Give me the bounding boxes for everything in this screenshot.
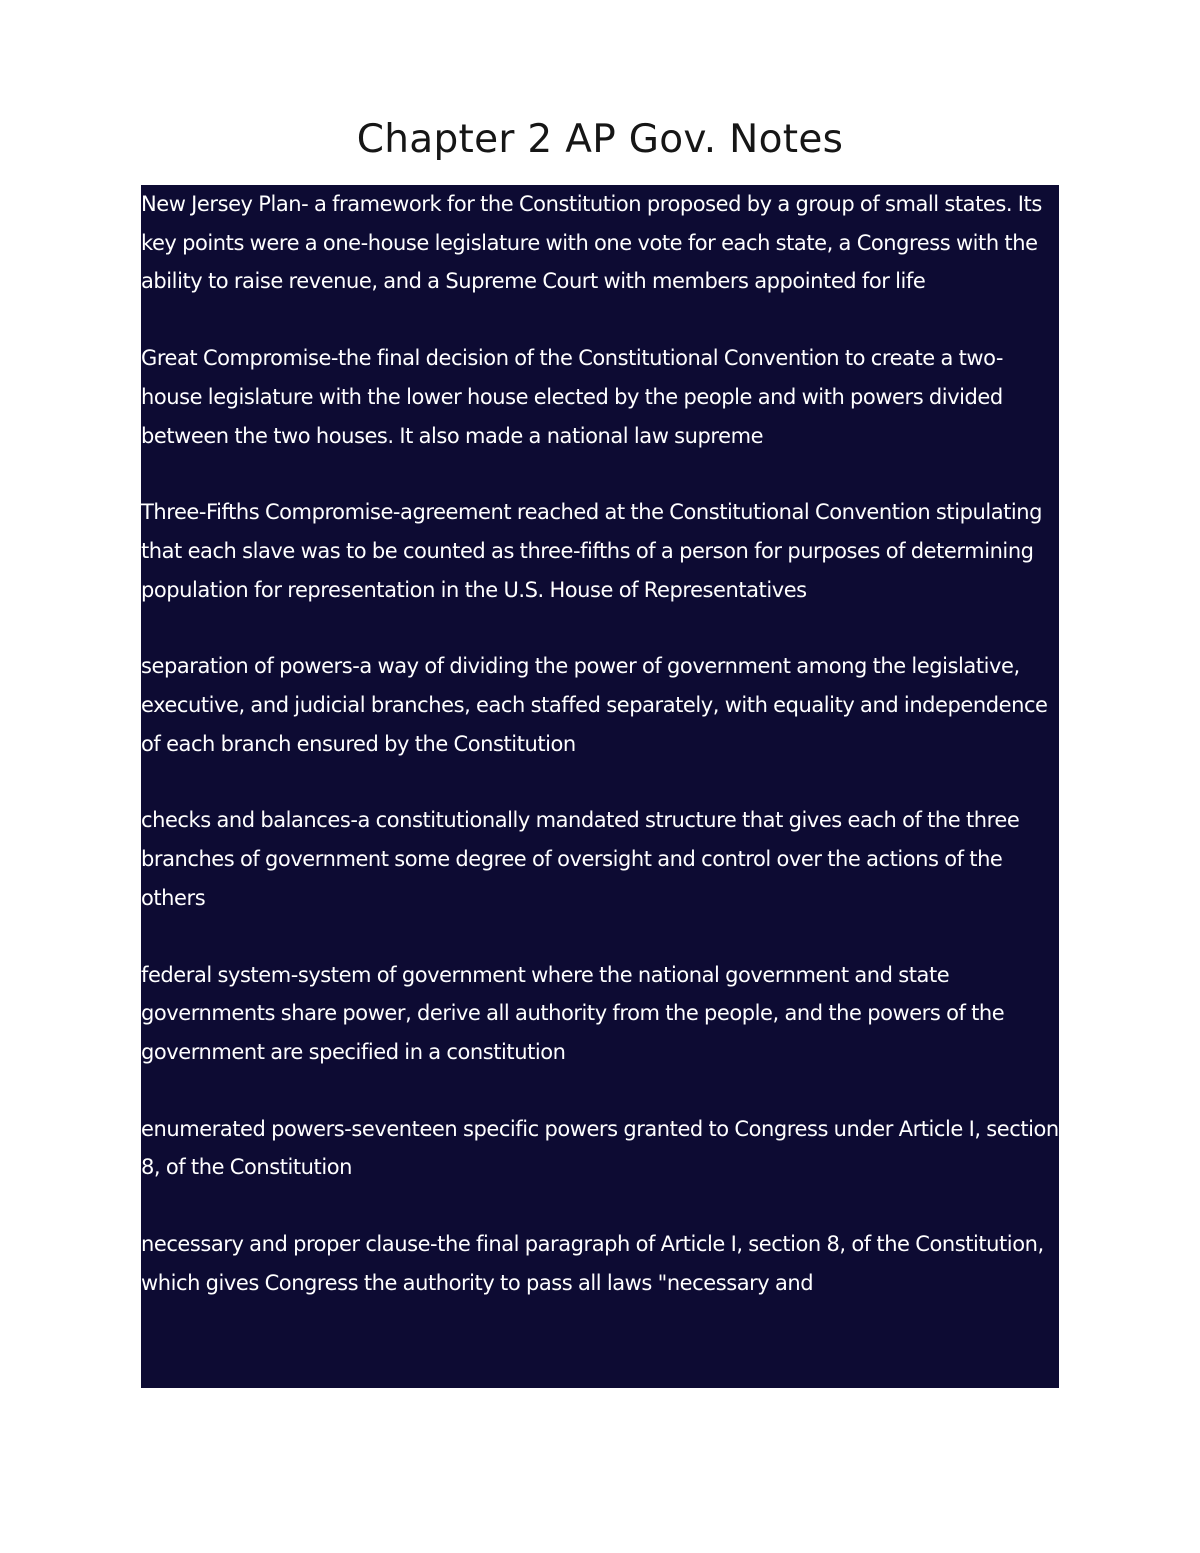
note-great-compromise: Great Compromise-the final decision of the Constitutional Convention to create a two-house legislature with the lower house elected by the people and with powers divided between the two houses. It also made a national law supreme <box>141 346 1004 448</box>
note-separation-of-powers: separation of powers-a way of dividing the power of government among the legislative, executive, and judicial branches, each staffed separately, with equality and independence of each branch ensured by the Constitution <box>141 654 1048 756</box>
note-enumerated-powers: enumerated powers-seventeen specific powers granted to Congress under Article I, section 8, of the Constitution <box>141 1116 1059 1180</box>
note-federal-system: federal system-system of government where the national government and state governments share power, derive all authority from the people, and the powers of the government are specified in a constitution <box>141 962 1005 1064</box>
page-title: Chapter 2 AP Gov. Notes <box>356 117 844 162</box>
note-checks-and-balances: checks and balances-a constitutionally mandated structure that gives each of the three branches of government some degree of oversight and control over the actions of the others <box>141 808 1020 910</box>
notes-block <box>141 185 1059 1388</box>
notes-list <box>141 185 1059 1302</box>
note-necessary-and-proper-clause: necessary and proper clause-the final paragraph of Article I, section 8, of the Constitution, which gives Congress the authority to pass all laws "necessary and <box>141 1232 1044 1295</box>
note-new-jersey-plan: New Jersey Plan- a framework for the Constitution proposed by a group of small states. Its key points were a one-house legislature with one vote for each state, a Congress with the ability to raise revenue, and a Supreme Court with members appointed for life <box>141 192 1042 294</box>
note-three-fifths-compromise: Three-Fifths Compromise-agreement reached at the Constitutional Convention stipulating that each slave was to be counted as three-fifths of a person for purposes of determining population for representation in the U.S. House of Representatives <box>141 500 1043 602</box>
